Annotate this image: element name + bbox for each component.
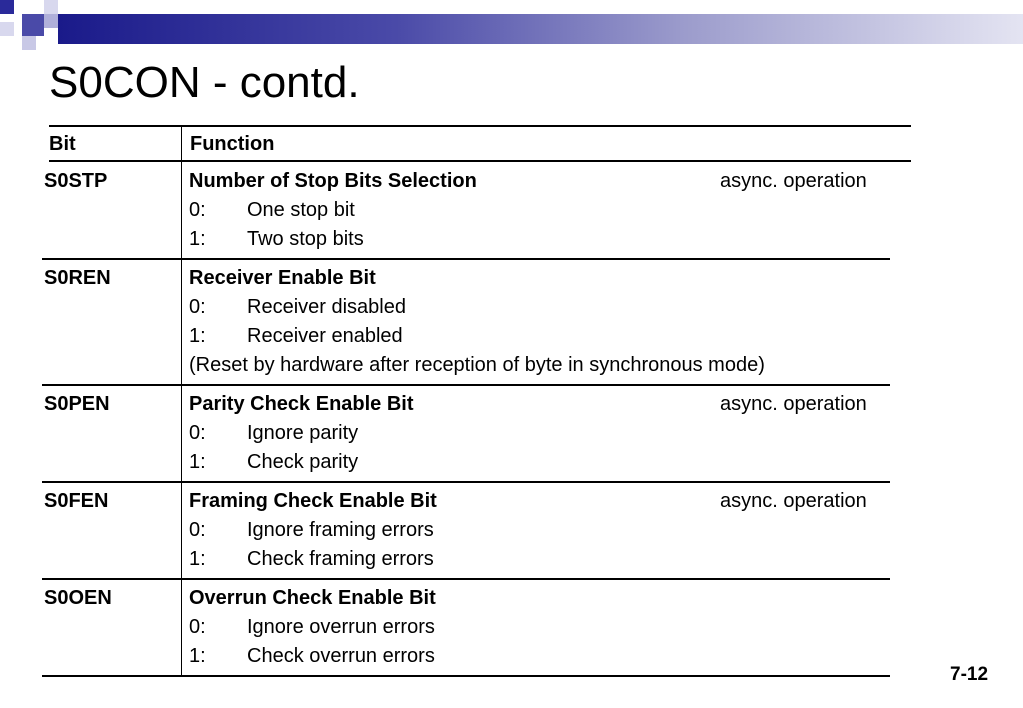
table-row — [42, 385, 890, 481]
function-title: Framing Check Enable Bit — [189, 490, 437, 512]
slide-title: S0CON - contd. — [49, 58, 360, 107]
function-note: async. operation — [720, 490, 867, 512]
decor-square — [0, 0, 14, 14]
option-value: Check overrun errors — [247, 645, 435, 667]
option-key: 1: — [189, 228, 206, 250]
option-key: 1: — [189, 548, 206, 570]
decor-square — [0, 22, 14, 36]
option-line — [189, 616, 435, 639]
option-key: 1: — [189, 451, 206, 473]
bit-name: S0PEN — [44, 393, 110, 415]
option-value: Ignore framing errors — [247, 519, 434, 541]
table-row — [42, 259, 890, 383]
function-note: async. operation — [720, 170, 867, 192]
column-header-function: Function — [190, 133, 275, 155]
bit-name: S0STP — [44, 170, 108, 192]
table-row — [42, 482, 890, 578]
function-title: Receiver Enable Bit — [189, 267, 376, 289]
function-title: Overrun Check Enable Bit — [189, 587, 436, 609]
option-value: Check framing errors — [247, 548, 434, 570]
option-line — [189, 296, 406, 319]
function-remark: (Reset by hardware after reception of byte in synchronous mode) — [189, 354, 765, 376]
option-key: 1: — [189, 325, 206, 347]
function-note: async. operation — [720, 393, 867, 415]
column-header-bit: Bit — [49, 133, 76, 155]
option-key: 0: — [189, 296, 206, 318]
option-line — [189, 519, 434, 542]
table-bottom-rule — [42, 675, 890, 677]
option-line — [189, 451, 358, 474]
function-title: Number of Stop Bits Selection — [189, 170, 477, 192]
table-row — [42, 162, 890, 258]
option-key: 0: — [189, 616, 206, 638]
function-title: Parity Check Enable Bit — [189, 393, 414, 415]
option-line — [189, 645, 435, 668]
option-line — [189, 325, 403, 348]
header-top-rule — [49, 125, 911, 127]
option-line — [189, 228, 364, 251]
option-value: Ignore parity — [247, 422, 359, 444]
decor-square — [44, 0, 58, 14]
page-number: 7-12 — [950, 664, 989, 685]
bit-name: S0REN — [44, 267, 111, 289]
option-key: 0: — [189, 199, 206, 221]
option-value: Ignore overrun errors — [247, 616, 435, 638]
gradient-bar — [58, 14, 1023, 44]
option-value: Check parity — [247, 451, 359, 473]
option-value: One stop bit — [247, 199, 355, 221]
table-row — [42, 579, 890, 675]
option-line — [189, 199, 355, 222]
option-key: 0: — [189, 519, 206, 541]
option-value: Two stop bits — [247, 228, 364, 250]
option-line — [189, 422, 358, 445]
bit-name: S0FEN — [44, 490, 109, 512]
decor-square — [22, 14, 44, 36]
option-value: Receiver disabled — [247, 296, 406, 318]
bit-name: S0OEN — [44, 587, 112, 609]
option-key: 0: — [189, 422, 206, 444]
option-line — [189, 548, 434, 571]
option-key: 1: — [189, 645, 206, 667]
option-value: Receiver enabled — [247, 325, 403, 347]
decor-square — [22, 36, 36, 50]
decor-square — [44, 14, 58, 28]
